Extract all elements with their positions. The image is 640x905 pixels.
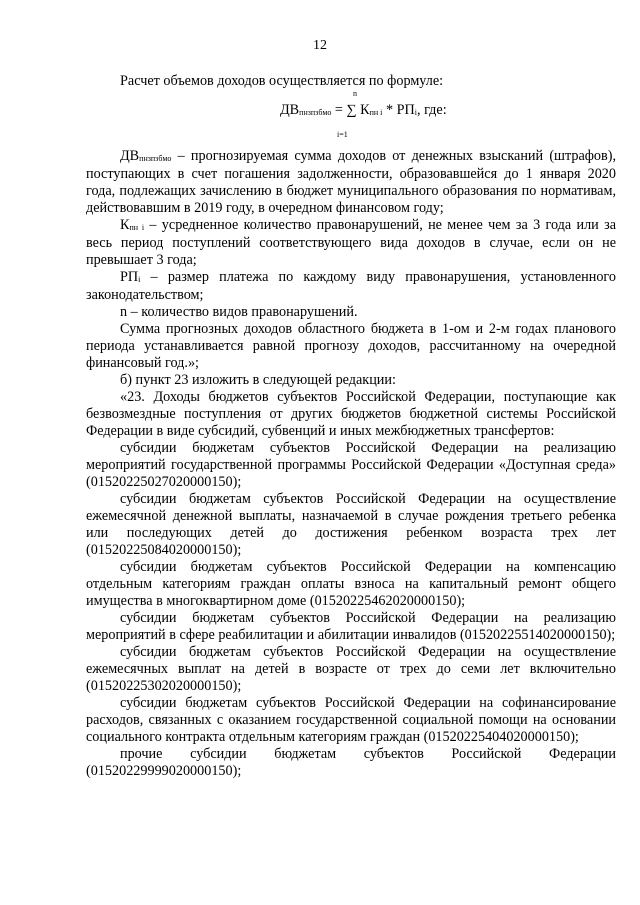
formula-times-rp: * РП (382, 102, 415, 118)
page-number: 12 (313, 38, 327, 53)
definition-dv-subscript: пнзпзбмо (139, 154, 172, 163)
definition-n: n – количество видов правонарушений. (120, 304, 358, 320)
paragraph-forecast: Сумма прогнозных доходов областного бюджета в 1-ом и 2-м годах планового периода устанавливается равной прогнозу доходов, рассчитанному на очередной финансовый год.»; (86, 321, 616, 371)
formula-k: К (360, 102, 370, 118)
formula (86, 90, 616, 148)
formula-tail: , где: (416, 102, 447, 118)
definition-dv (86, 148, 616, 217)
formula-expression (280, 102, 447, 120)
paragraph-clause-23: «23. Доходы бюджетов субъектов Российской Федерации, поступающие как безвозмездные поступления от других бюджетов бюджетной системы Российской Федерации в виде субсидий, субвенций и иных межбюджетных трансфертов: (86, 389, 616, 439)
definition-rp (86, 269, 616, 304)
formula-lhs: ДВ (280, 102, 300, 118)
formula-sum-lower-limit: i=1 (337, 130, 348, 139)
paragraph-subsidy-third-child: субсидии бюджетам субъектов Российской Федерации на осуществление ежемесячной денежной выплаты, назначаемой в случае рождения третьего ребенка или последующих детей до достижения ребенком возраста трех лет (01520225084020000150); (86, 491, 616, 558)
definition-rp-subscript: i (138, 275, 141, 284)
formula-intro: Расчет объемов доходов осуществляется по формуле: (120, 73, 444, 89)
paragraph-subsidy-children-3-7: субсидии бюджетам субъектов Российской Федерации на осуществление ежемесячных выплат на детей в возрасте от трех до семи лет включительно (01520225302020000150); (86, 644, 616, 694)
definition-rp-text: – размер платежа по каждому виду правонарушения, установленного законодательством; (86, 269, 616, 303)
formula-sum-upper-limit: n (353, 89, 357, 98)
paragraph-subsidy-rehabilitation: субсидии бюджетам субъектов Российской Федерации на реализацию мероприятий в сфере реабилитации и абилитации инвалидов (01520225514020000150); (86, 610, 616, 643)
formula-lhs-subscript: пнзпзбмо (299, 108, 332, 117)
paragraph-other-subsidies: прочие субсидии бюджетам субъектов Российской Федерации (01520229999020000150); (86, 746, 616, 779)
definition-k-symbol: К (120, 217, 130, 233)
formula-rp-subscript: i (414, 108, 417, 117)
definition-k (86, 217, 616, 269)
document-body (86, 73, 616, 780)
formula-k-subscript: пн i (369, 108, 383, 117)
paragraph-subsidy-accessible-environment: субсидии бюджетам субъектов Российской Федерации на реализацию мероприятий государственной программы Российской Федерации «Доступная среда» (01520225027020000150); (86, 440, 616, 490)
paragraph-amendment-item: б) пункт 23 изложить в следующей редакции: (120, 372, 396, 388)
paragraph-subsidy-social-contract: субсидии бюджетам субъектов Российской Федерации на софинансирование расходов, связанных с оказанием государственной социальной помощи на основании социального контракта отдельным категориям граждан (01520225404020000150); (86, 695, 616, 745)
paragraph-subsidy-capital-repair: субсидии бюджетам субъектов Российской Федерации на компенсацию отдельным категориям граждан оплаты взноса на капитальный ремонт общего имущества в многоквартирном доме (01520225462020000150); (86, 559, 616, 609)
definition-k-text: – усредненное количество правонарушений, не менее чем за 3 года или за весь период поступлений соответствующего вида доходов в случае, если он не превышает 3 года; (86, 217, 616, 268)
definition-dv-text: – прогнозируемая сумма доходов от денежных взысканий (штрафов), поступающих в счет погашения задолженности, образовавшейся до 1 января 2020 года, подлежащих зачислению в бюджет муниципального образования по нормативам, действовавшим в 2019 году, в очередном финансовом году; (86, 148, 616, 216)
definition-k-subscript: пн i (129, 223, 145, 232)
definition-dv-symbol: ДВ (120, 148, 140, 164)
definition-rp-symbol: РП (120, 269, 139, 285)
formula-equals-sum: = ∑ (331, 102, 361, 118)
